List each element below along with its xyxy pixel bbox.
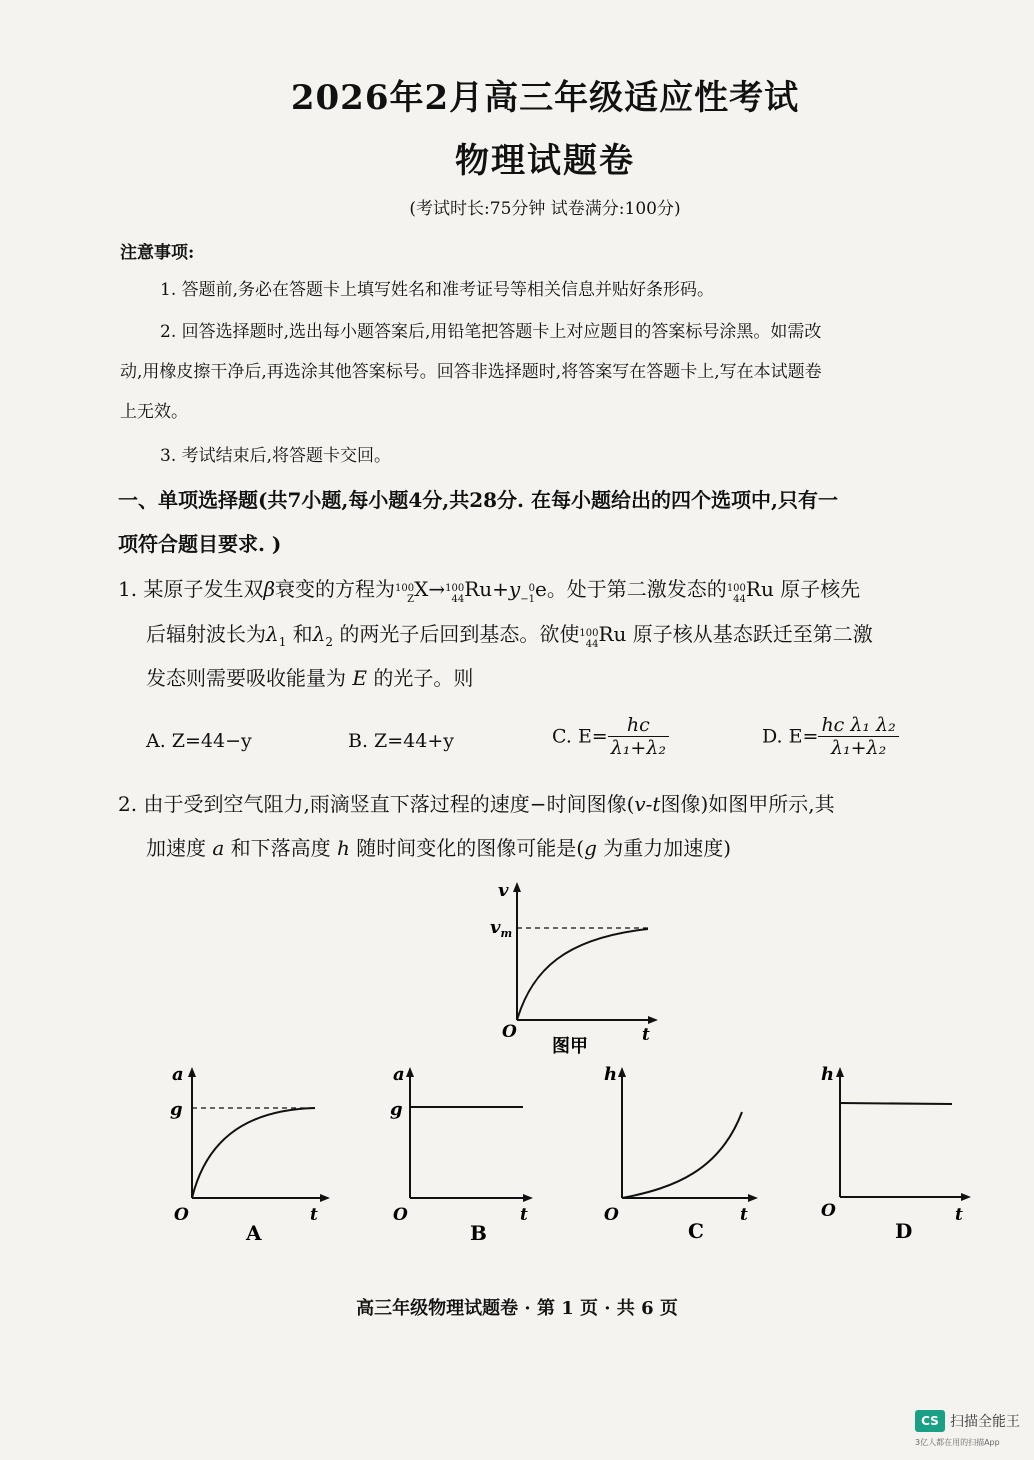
exam-title: 2026年2月高三年级适应性考试 [290,78,800,118]
q1-option-b: B. Z=44+y [348,730,454,752]
question-2-number: 2. [118,792,138,816]
svg-text:O: O [393,1205,408,1225]
scanner-app-name: 扫描全能王 [950,1414,1020,1430]
q1-option-a: A. Z=44−y [146,730,252,752]
svg-text:g: g [390,1099,403,1120]
figure-c-curve [622,1112,742,1198]
figure-main-vt-graph [470,880,670,1065]
svg-text:t: t [520,1205,528,1225]
note-3: 3. 考试结束后,将答题卡交回。 [160,446,392,466]
main-y-label: v [498,880,509,901]
electron-indices: 0 −1 [520,583,535,605]
figure-c-caption: C [688,1219,704,1243]
figure-c-graph [600,1060,770,1250]
note-2-line2: 动,用橡皮擦干净后,再选涂其他答案标号。回答非选择题时,将答案写在答题卡上,写在本试题卷 [120,362,822,382]
figure-a-curve [192,1108,315,1198]
exam-duration-score: (考试时长:75分钟 试卷满分:100分) [409,199,681,219]
svg-text:h: h [604,1064,618,1085]
main-caption: 图甲 [552,1036,588,1057]
main-vm-label: $v_m$ [490,917,513,940]
figure-b-graph [385,1060,545,1250]
q1-option-d: D. E= $\frac{\text{hc λ₁ λ₂}}{\text{λ₁+λ₂}}$ [762,714,899,759]
question-1-number: 1. [118,577,138,601]
main-x-label: t [642,1025,650,1045]
main-origin-label: O [502,1022,517,1042]
section-1-heading [118,478,993,566]
x-nuclide-indices: 100 Z [395,583,415,605]
figure-a-graph [160,1060,340,1250]
exam-subject-title: 物理试题卷 [455,141,635,181]
scanner-app-tagline: 3亿人都在用的扫描App [915,1438,1000,1447]
figure-d-line [840,1103,952,1104]
svg-text:t: t [740,1205,748,1225]
figure-d-caption: D [895,1219,913,1243]
section-1-line1: 一、单项选择题(共7小题,每小题4分,共28分. 在每小题给出的四个选项中,只有一 [118,488,838,512]
question-2-line1: 2. 由于受到空气阻力,雨滴竖直下落过程的速度−时间图像(v-t图像)如图甲所示,其 [118,792,835,816]
question-1-line3: 发态则需要吸收能量为 E 的光子。则 [146,666,474,690]
question-1-line1: 1. 某原子发生双β衰变的方程为 100 Z X→ 100 44 Ru+y 0 −1 e。处于第二激发态的 100 44 Ru 原子核先 [118,577,861,605]
note-2-line3: 上无效。 [120,402,188,422]
note-2-line1: 2. 回答选择题时,选出每小题答案后,用铅笔把答题卡上对应题目的答案标号涂黑。如需改 [160,322,822,342]
beta-symbol: β [263,577,276,601]
question-2-line2: 加速度 a 和下落高度 h 随时间变化的图像可能是(g 为重力加速度) [146,836,732,860]
svg-text:O: O [174,1205,189,1225]
svg-text:O: O [821,1201,836,1221]
main-x-arrow [648,1016,658,1024]
svg-text:a: a [172,1064,184,1085]
note-1: 1. 答题前,务必在答题卡上填写姓名和准考证号等相关信息并贴好条形码。 [160,280,715,300]
svg-text:t: t [955,1205,963,1225]
svg-text:a: a [393,1064,405,1085]
svg-text:t: t [310,1205,318,1225]
page-footer: 高三年级物理试题卷 · 第 1 页 · 共 6 页 [356,1298,678,1319]
main-y-arrow [513,882,521,892]
figure-a-caption: A [246,1221,262,1245]
svg-text:g: g [170,1099,183,1120]
notes-heading: 注意事项: [120,243,195,263]
main-velocity-curve [517,929,648,1020]
ru-nuclide-indices: 100 44 [445,583,465,605]
figure-b-caption: B [470,1221,487,1245]
scanner-logo: CS [915,1410,945,1432]
svg-text:h: h [821,1064,835,1085]
q1-option-c: C. E= $\frac{hc}{\text{λ₁+λ₂}}$ [552,714,669,759]
figure-d-graph [815,1060,985,1250]
section-1-line2: 项符合题目要求. ) [118,532,282,556]
question-1-line2: 后辐射波长为$\lambda_1$ 和$\lambda_2$ 的两光子后回到基态。欲使 100 44 Ru 原子核从基态跃迁至第二激 [146,622,873,650]
svg-text:O: O [604,1205,619,1225]
